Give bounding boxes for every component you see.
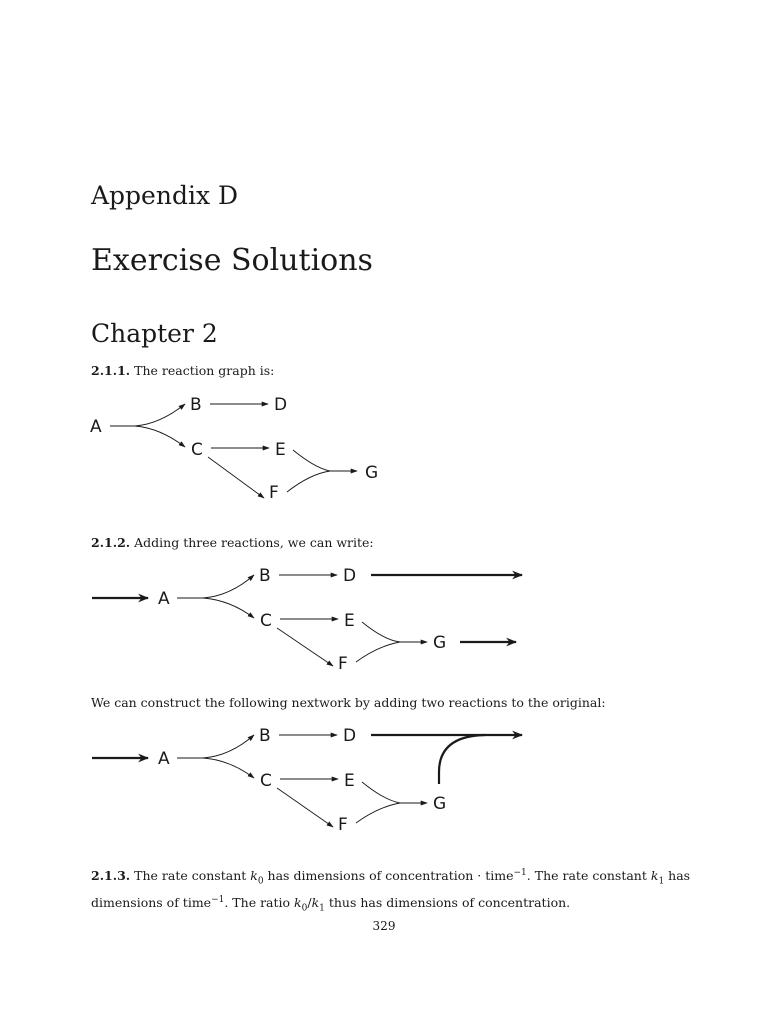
exercise-number: 2.1.3. bbox=[91, 868, 131, 884]
page-number: 329 bbox=[372, 919, 396, 933]
node-b: B bbox=[259, 566, 271, 586]
node-c: C bbox=[260, 611, 272, 631]
node-a: A bbox=[158, 749, 170, 769]
subscript: 1 bbox=[319, 903, 325, 914]
edge-a-c bbox=[135, 426, 185, 447]
sentence-part: thus has dimensions of concentration. bbox=[328, 894, 571, 910]
node-a: A bbox=[90, 417, 102, 437]
sentence-part: has dimensions of time bbox=[91, 868, 691, 910]
edge-f-g bbox=[287, 471, 330, 492]
node-d: D bbox=[343, 726, 357, 746]
subscript: 1 bbox=[658, 876, 665, 887]
exercise-text: The reaction graph is: bbox=[134, 363, 275, 378]
node-f: F bbox=[338, 815, 348, 835]
edge-f-g bbox=[356, 803, 400, 823]
edge-f-g bbox=[356, 642, 400, 662]
symbol-k: k bbox=[311, 894, 320, 910]
node-a: A bbox=[158, 589, 170, 609]
node-f: F bbox=[269, 483, 279, 503]
node-g: G bbox=[433, 633, 447, 653]
node-c: C bbox=[191, 440, 203, 460]
edge-e-g bbox=[293, 450, 330, 471]
exponent: −1 bbox=[513, 868, 527, 878]
sentence-part: The rate constant bbox=[134, 868, 247, 884]
reaction-graph-original bbox=[0, 390, 768, 505]
edge-c-f bbox=[277, 788, 333, 827]
symbol-k: k bbox=[294, 894, 302, 910]
exercise-2-1-1 bbox=[91, 362, 274, 380]
symbol-k: k bbox=[650, 868, 659, 884]
node-e: E bbox=[344, 611, 355, 631]
edge-e-g bbox=[362, 782, 400, 803]
exponent: −1 bbox=[211, 894, 225, 905]
sentence-part: . The rate constant bbox=[526, 868, 647, 884]
edge-a-b bbox=[203, 575, 254, 598]
node-c: C bbox=[260, 771, 272, 791]
construction-note: We can construct the following nextwork by adding two reactions to the original: bbox=[91, 695, 606, 710]
sentence-part: has dimensions of concentration · time bbox=[267, 868, 514, 884]
chapter-heading: Chapter 2 bbox=[91, 319, 218, 348]
subscript: 0 bbox=[257, 876, 264, 887]
node-b: B bbox=[190, 395, 202, 415]
node-f: F bbox=[338, 654, 348, 674]
edge-a-b bbox=[203, 735, 254, 758]
symbol-k: k bbox=[250, 868, 258, 884]
edge-a-b bbox=[135, 404, 185, 426]
node-d: D bbox=[274, 395, 288, 415]
exercise-number: 2.1.1. bbox=[91, 363, 131, 378]
node-e: E bbox=[344, 771, 355, 791]
exercise-text: Adding three reactions, we can write: bbox=[134, 535, 374, 550]
edge-a-c bbox=[203, 598, 254, 618]
node-g: G bbox=[365, 463, 379, 483]
reaction-graph-three-added bbox=[0, 560, 768, 675]
appendix-heading: Appendix D bbox=[91, 181, 239, 210]
edge-e-g bbox=[362, 622, 400, 642]
edge-a-c bbox=[203, 758, 254, 778]
node-b: B bbox=[259, 726, 271, 746]
edge-g-merge bbox=[439, 735, 485, 784]
reaction-graph-two-added bbox=[0, 720, 768, 840]
node-e: E bbox=[275, 440, 286, 460]
exercise-2-1-2 bbox=[91, 534, 374, 552]
exercise-2-1-3: 2.1.3. The rate constant $k_0$ has dimensions of concentration · time$^{-1}$. The rate constant $k_1$ has dimensions of time$^{-1}$. The ratio $k_0/k_1$ thus has dimensions of concentration. bbox=[91, 868, 691, 914]
sentence-part: . The ratio bbox=[224, 894, 291, 910]
subscript: 0 bbox=[301, 903, 308, 914]
edge-c-f bbox=[277, 628, 333, 666]
exercise-number: 2.1.2. bbox=[91, 535, 131, 550]
page-title: Exercise Solutions bbox=[91, 243, 373, 278]
node-g: G bbox=[433, 794, 447, 814]
edge-c-f bbox=[208, 457, 264, 498]
node-d: D bbox=[343, 566, 357, 586]
